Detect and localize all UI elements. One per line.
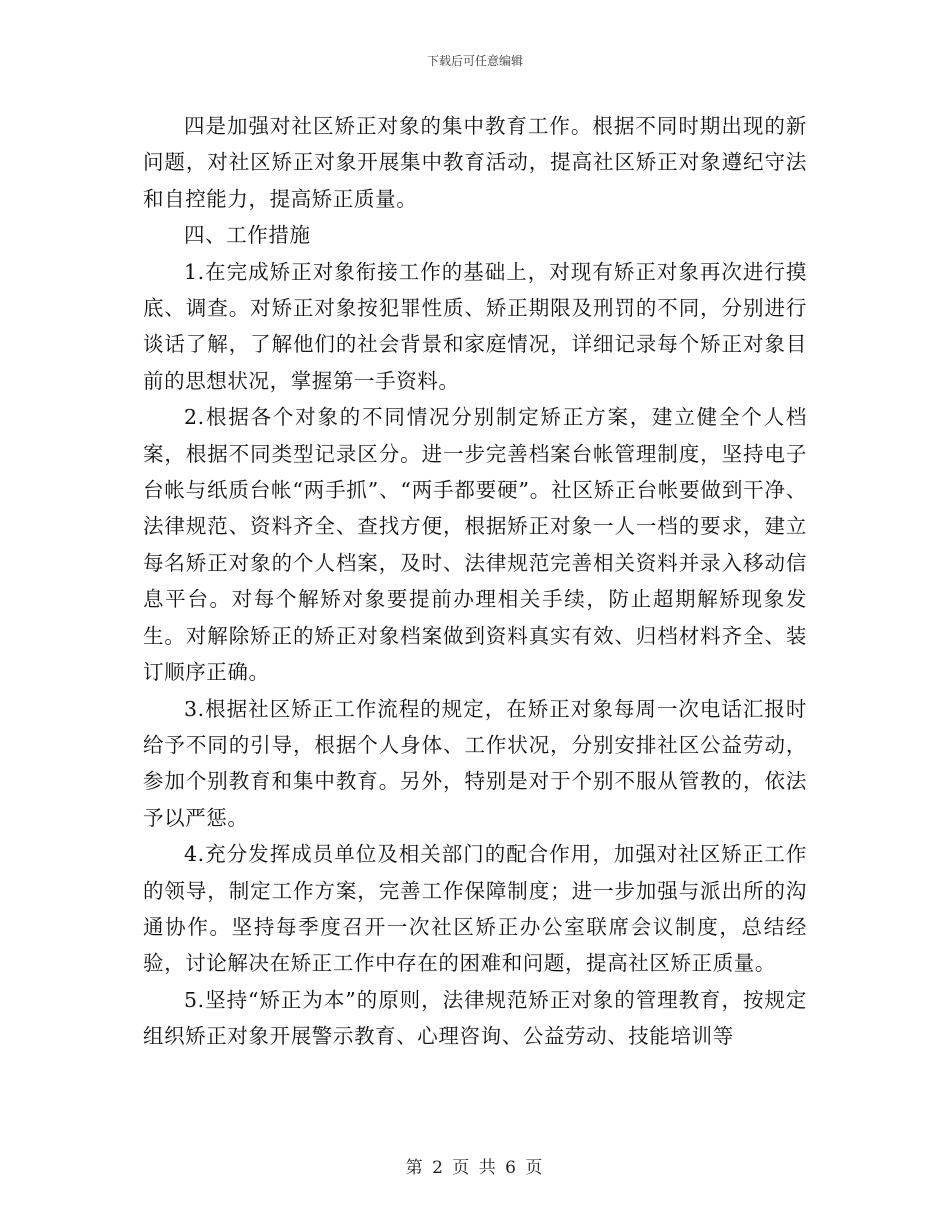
header-note: 下载后可任意编辑 [426, 54, 523, 68]
paragraph-measure-1: 1.在完成矫正对象衔接工作的基础上，对现有矫正对象再次进行摸底、调查。对矫正对象按犯罪性质、矫正期限及刑罚的不同，分别进行谈话了解，了解他们的社会背景和家庭情况，详细记录每个矫正对象目前的思想状况，掌握第一手资料。 [143, 259, 807, 393]
paragraph-measure-3: 3.根据社区矫正工作流程的规定，在矫正对象每周一次电话汇报时给予不同的引导，根据个人身体、工作状况，分别安排社区公益劳动，参加个别教育和集中教育。另外，特别是对于个别不服从管教的，依法予以严惩。 [143, 696, 807, 830]
paragraph-measure-2: 2.根据各个对象的不同情况分别制定矫正方案，建立健全个人档案，根据不同类型记录区分。进一步完善档案台帐管理制度，坚持电子台帐与纸质台帐“两手抓”、“两手都要硬”。社区矫正台帐要做到干净、法律规范、资料齐全、查找方便，根据矫正对象一人一档的要求，建立每名矫正对象的个人档案，及时、法律规范完善相关资料并录入移动信息平台。对每个解矫对象要提前办理相关手续，防止超期解矫现象发生。对解除矫正的矫正对象档案做到资料真实有效、归档材料齐全、装订顺序正确。 [143, 405, 807, 685]
section-heading-work-measures: 四、工作措施 [184, 223, 311, 248]
page-number: 第 2 页 共 6 页 [405, 1158, 545, 1178]
paragraph-concentrated-education: 四是加强对社区矫正对象的集中教育工作。根据不同时期出现的新问题，对社区矫正对象开展集中教育活动，提高社区矫正对象遵纪守法和自控能力，提高矫正质量。 [143, 114, 807, 211]
paragraph-measure-5: 5.坚持“矫正为本”的原则，法律规范矫正对象的管理教育，按规定组织矫正对象开展警示教育、心理咨询、公益劳动、技能培训等 [143, 987, 807, 1049]
paragraph-measure-4: 4.充分发挥成员单位及相关部门的配合作用，加强对社区矫正工作的领导，制定工作方案，完善工作保障制度；进一步加强与派出所的沟通协作。坚持每季度召开一次社区矫正办公室联席会议制度，总结经验，讨论解决在矫正工作中存在的困难和问题，提高社区矫正质量。 [143, 842, 807, 976]
document-body [143, 108, 807, 1055]
